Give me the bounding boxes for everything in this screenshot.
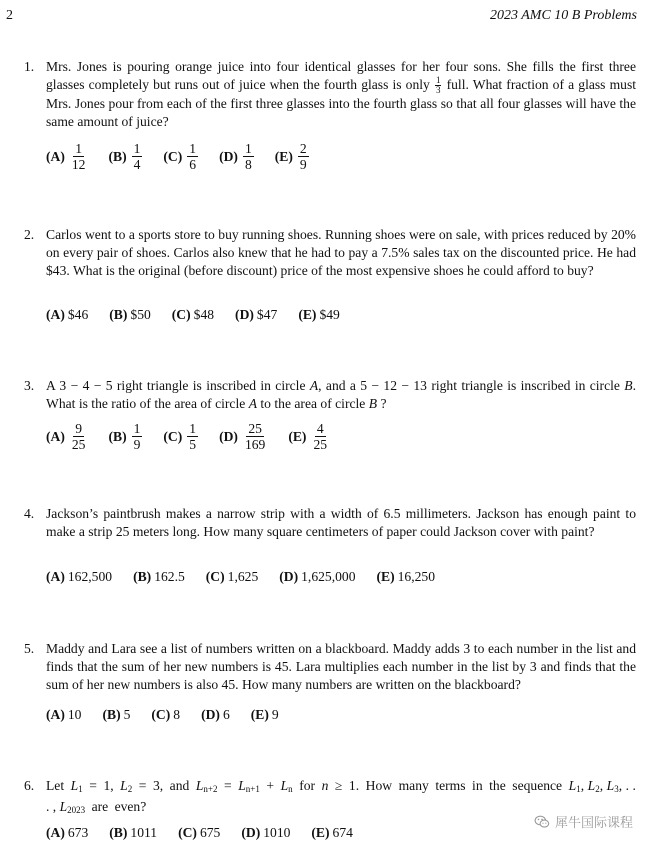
subscript: 2 <box>595 784 600 794</box>
fraction-numerator: 1 <box>133 421 141 436</box>
problem-text-part: full. What fraction of a glass must Mrs. Jones pour from each of the first three glasses into the fourth glass so that all four glasses will have the same amount of juice? <box>46 77 637 130</box>
choice-c[interactable] <box>172 307 214 323</box>
problem-text: Let $L_1 = 1$, $L_2 = 3$, and $L_{n+2} = L_{n+1} + L_n$ for n ≥ 1. How many terms in the sequence $L_1$, $L_2$, $L_3$, . . . , $L_{2023}$ are even? <box>46 778 636 815</box>
choice-value: 162,500 <box>67 569 113 584</box>
fraction-numerator: 9 <box>75 421 83 436</box>
page-number: 2 <box>6 8 13 23</box>
subscript: n+1 <box>245 784 260 794</box>
problem-text-part: Let <box>46 778 65 793</box>
problem-number: 6. <box>24 778 35 793</box>
choice-label: (C) <box>205 569 225 584</box>
fraction <box>311 421 329 452</box>
variable-b: B <box>624 378 633 393</box>
variable-l: L <box>280 778 289 793</box>
problem-text-part: = 3, and <box>132 778 190 793</box>
inline-fraction <box>435 76 442 95</box>
choice-value: 5 <box>123 707 131 722</box>
answer-choices-2 <box>46 307 361 323</box>
problem-text-part: ≥ 1. <box>334 778 360 793</box>
choice-label: (A) <box>46 428 65 444</box>
fraction <box>243 421 267 452</box>
fraction-denominator: 8 <box>244 157 252 172</box>
problem-text-part: , and a 5 − 12 − 13 right triangle is inscribed in circle <box>318 378 620 393</box>
choice-a[interactable] <box>46 825 88 841</box>
choice-value: 8 <box>173 707 181 722</box>
choice-label: (A) <box>46 707 65 722</box>
choice-label: (C) <box>163 148 183 164</box>
choice-label: (E) <box>311 825 330 840</box>
variable-l: L <box>587 778 596 793</box>
variable-l: L <box>120 778 128 793</box>
answer-choices-4 <box>46 569 456 585</box>
answer-choices-5 <box>46 707 300 723</box>
choice-c[interactable] <box>206 569 258 585</box>
choice-value: 675 <box>199 825 221 840</box>
choice-label: (A) <box>46 825 65 840</box>
choice-value: 10 <box>67 707 82 722</box>
choice-b[interactable] <box>109 825 157 841</box>
choice-e[interactable] <box>251 707 279 723</box>
fraction-denominator: 169 <box>244 437 266 452</box>
problem-number: 2. <box>24 227 35 242</box>
problem-number: 4. <box>24 506 35 521</box>
choice-label: (D) <box>201 707 220 722</box>
choice-value: 1,625 <box>227 569 259 584</box>
subscript: n <box>288 784 293 794</box>
choice-b[interactable] <box>133 569 185 585</box>
choice-value: $47 <box>256 307 278 322</box>
problem-text: Jackson’s paintbrush makes a narrow strip with a width of 6.5 millimeters. Jackson has enough paint to make a strip 25 meters long. How many square centimeters of paper could Jackson cover with paint? <box>46 506 636 539</box>
choice-a[interactable] <box>46 421 87 452</box>
choice-a[interactable] <box>46 569 112 585</box>
problem-text <box>46 58 636 131</box>
choice-label: (D) <box>219 148 238 164</box>
choice-label: (B) <box>102 707 121 722</box>
choice-label: (B) <box>108 148 127 164</box>
choice-d[interactable] <box>219 421 267 452</box>
problem-text-part: How many terms in the sequence <box>365 778 563 793</box>
choice-label: (A) <box>46 569 65 584</box>
fraction <box>132 141 143 172</box>
variable-l: L <box>606 778 615 793</box>
subscript: 1 <box>576 784 581 794</box>
fraction-denominator: 12 <box>71 157 86 172</box>
choice-label: (B) <box>109 825 128 840</box>
page-header <box>0 8 659 28</box>
problem-number: 1. <box>24 59 35 74</box>
choice-label: (E) <box>288 428 307 444</box>
choice-label: (E) <box>298 307 317 322</box>
choice-label: (C) <box>171 307 191 322</box>
choice-e[interactable] <box>288 421 329 452</box>
choice-value: 16,250 <box>397 569 436 584</box>
watermark <box>534 812 633 831</box>
problem-text-part: . What is the ratio of the area of circle <box>46 378 636 411</box>
choice-label: (A) <box>46 307 65 322</box>
fraction <box>187 421 198 452</box>
choice-value: 1010 <box>263 825 291 840</box>
choice-a[interactable] <box>46 307 88 323</box>
problem-text-part: A 3 − 4 − 5 right triangle is inscribed in circle <box>46 378 306 393</box>
fraction-denominator: 6 <box>189 157 197 172</box>
choice-d[interactable] <box>235 307 277 323</box>
subscript: 3 <box>614 784 619 794</box>
answer-choices-6 <box>46 825 374 841</box>
choice-label: (D) <box>219 428 238 444</box>
fraction-numerator: 4 <box>316 421 324 436</box>
choice-c[interactable] <box>163 421 198 452</box>
problem-text-part: for <box>299 778 316 793</box>
choice-c[interactable] <box>151 707 180 723</box>
choice-value: $46 <box>67 307 89 322</box>
fraction-numerator: 1 <box>244 141 252 156</box>
choice-label: (B) <box>109 307 128 322</box>
problem-text <box>46 377 636 413</box>
fraction <box>70 421 88 452</box>
variable-l: L <box>195 778 204 793</box>
subscript: 1 <box>78 784 83 794</box>
choice-value: 1,625,000 <box>301 569 356 584</box>
choice-c[interactable] <box>163 141 198 172</box>
fraction <box>132 421 143 452</box>
choice-value: 673 <box>67 825 89 840</box>
problem-text-part: to the area of circle <box>260 396 366 411</box>
answer-choices-3 <box>46 421 350 452</box>
fraction-denominator: 25 <box>313 437 328 452</box>
fraction-denominator: 9 <box>299 157 307 172</box>
wechat-icon <box>534 814 550 830</box>
choice-value: 1011 <box>130 825 158 840</box>
fraction-denominator: 3 <box>435 85 441 96</box>
subscript: 2023 <box>67 805 86 815</box>
fraction <box>298 141 309 172</box>
variable-l: L <box>70 778 79 793</box>
fraction-denominator: 5 <box>189 437 197 452</box>
running-title: 2023 AMC 10 B Problems <box>490 8 637 23</box>
choice-a[interactable] <box>46 141 87 172</box>
fraction-numerator: 2 <box>299 141 307 156</box>
choice-label: (D) <box>235 307 254 322</box>
subscript: n+2 <box>203 784 218 794</box>
choice-label: (C) <box>151 707 171 722</box>
choice-label: (E) <box>376 569 395 584</box>
choice-value: 6 <box>222 707 230 722</box>
choice-label: (C) <box>163 428 183 444</box>
problem-text-part: are even? <box>91 799 147 814</box>
choice-label: (B) <box>108 428 127 444</box>
choice-value: 9 <box>271 707 279 722</box>
fraction-denominator: 4 <box>133 157 141 172</box>
fraction-denominator: 9 <box>133 437 141 452</box>
choice-label: (C) <box>178 825 197 840</box>
choice-label: (E) <box>250 707 269 722</box>
problem-text-part: Mrs. Jones is pouring orange juice into four identical glasses for her four sons. She fills the first three glasses completely but runs out of juice when the fourth glass is only <box>46 59 636 92</box>
fraction-numerator: 1 <box>75 141 83 156</box>
variable-l: L <box>59 799 68 814</box>
choice-label: (B) <box>133 569 152 584</box>
fraction-numerator: 1 <box>189 421 197 436</box>
choice-b[interactable] <box>109 307 151 323</box>
choice-d[interactable] <box>219 141 254 172</box>
choice-d[interactable] <box>279 569 355 585</box>
problem-text-part: + <box>259 778 275 793</box>
choice-e[interactable] <box>377 569 436 585</box>
fraction-numerator: 1 <box>435 75 441 86</box>
choice-label: (D) <box>241 825 261 840</box>
fraction-denominator: 25 <box>71 437 86 452</box>
choice-e[interactable] <box>275 141 309 172</box>
variable-l: L <box>568 778 577 793</box>
choice-label: (D) <box>279 569 299 584</box>
variable-l: L <box>238 778 246 793</box>
choice-e[interactable] <box>298 307 340 323</box>
choice-value: $50 <box>130 307 151 322</box>
variable-b: B <box>368 396 378 411</box>
problem-text-part: = 1, <box>82 778 114 793</box>
choice-c[interactable] <box>178 825 220 841</box>
choice-d[interactable] <box>241 825 290 841</box>
choice-label: (A) <box>46 148 65 164</box>
fraction <box>243 141 254 172</box>
choice-a[interactable] <box>46 707 81 723</box>
problem-text-part: = <box>217 778 232 793</box>
choice-d[interactable] <box>201 707 230 723</box>
fraction-numerator: 1 <box>133 141 141 156</box>
fraction-numerator: 25 <box>248 421 262 436</box>
subscript: 2 <box>127 784 133 794</box>
choice-value: $49 <box>319 307 340 322</box>
problem-text: Carlos went to a sports store to buy running shoes. Running shoes were on sale, with prices reduced by 20% on every pair of shoes. Carlos also knew that he had to pay a 7.5% sales tax on the discounted price. He had $43. What is the original (before discount) price of the most expensive shoes he could afford to buy? <box>46 227 636 278</box>
choice-b[interactable] <box>108 141 142 172</box>
fraction-numerator: 1 <box>189 141 197 156</box>
choice-b[interactable] <box>108 421 142 452</box>
choice-e[interactable] <box>311 825 353 841</box>
problem-number: 3. <box>24 378 35 393</box>
variable-a: A <box>309 378 319 393</box>
problem-number: 5. <box>24 641 35 656</box>
variable-n: n <box>321 778 329 793</box>
answer-choices-1 <box>46 141 330 172</box>
choice-b[interactable] <box>102 707 130 723</box>
choice-value: 162.5 <box>154 569 185 584</box>
problem-text-part: , . . . , <box>46 778 636 814</box>
problem-text-part: ? <box>380 396 387 411</box>
choice-value: 674 <box>332 825 353 840</box>
problem-text: Maddy and Lara see a list of numbers written on a blackboard. Maddy adds 3 to each number in the list and finds that the sum of her new numbers is 45. Lara multiplies each number in the list by 3 and finds that the sum of her new numbers is also 45. How many numbers are written on the blackboard? <box>46 641 636 692</box>
choice-label: (E) <box>274 148 293 164</box>
fraction <box>187 141 198 172</box>
variable-a: A <box>248 396 257 411</box>
choice-value: $48 <box>193 307 215 322</box>
fraction <box>70 141 88 172</box>
watermark-text: 犀牛国际课程 <box>554 816 633 831</box>
